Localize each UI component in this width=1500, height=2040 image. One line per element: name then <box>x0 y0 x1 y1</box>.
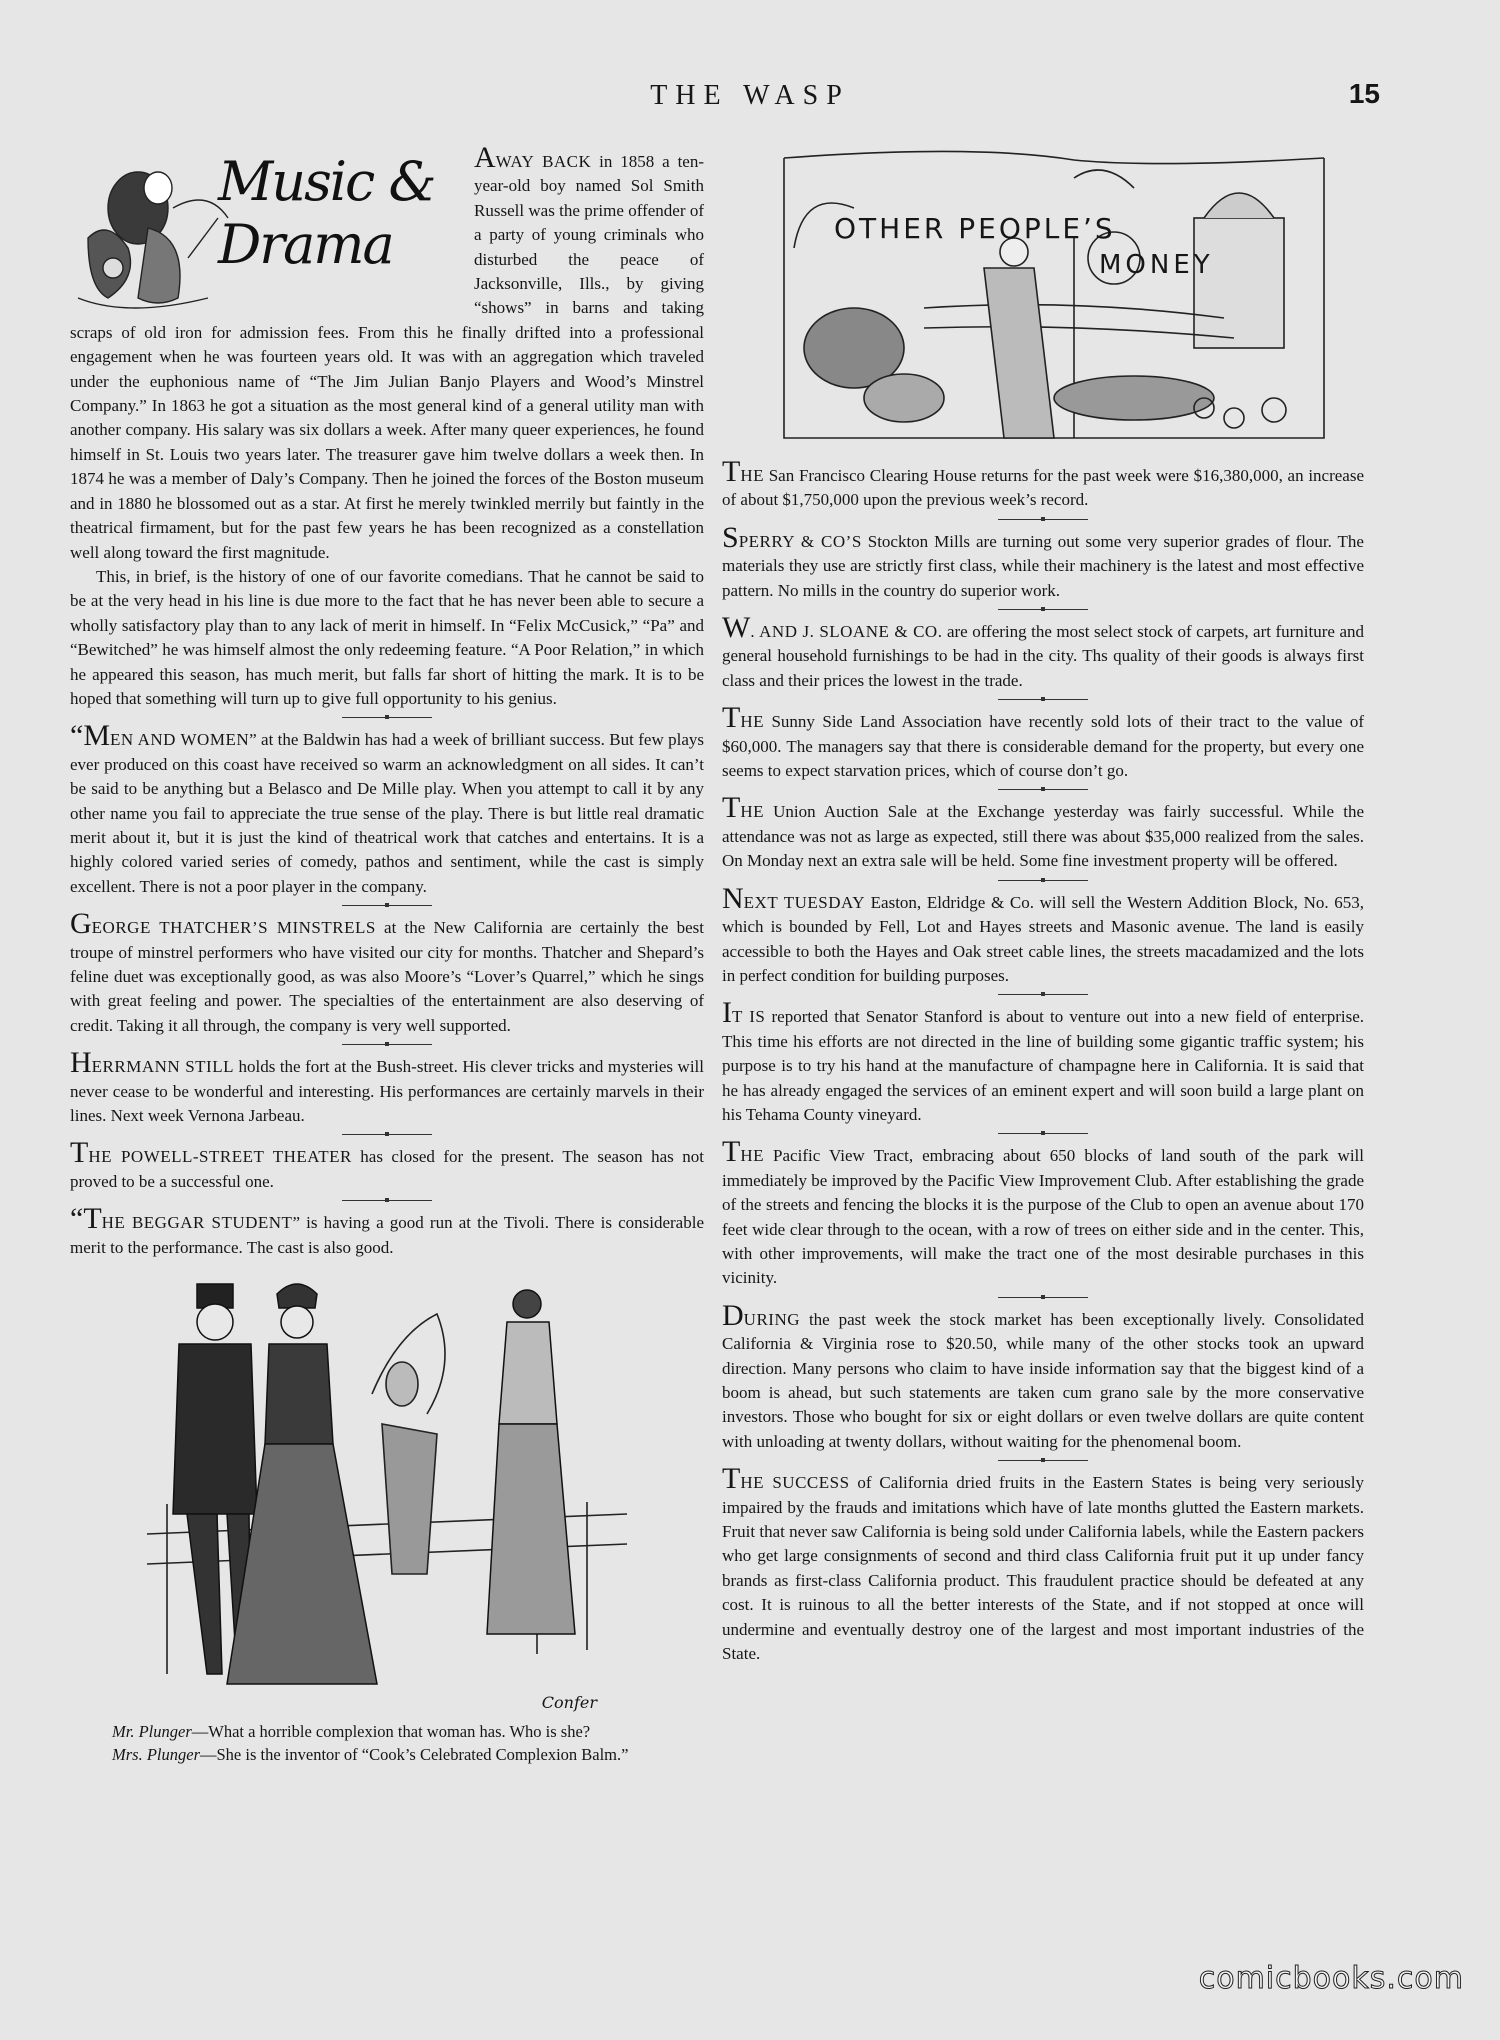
banner-illustration <box>774 148 1334 448</box>
music-drama-header-art <box>68 148 468 318</box>
article-item <box>722 520 1364 603</box>
paragraph-text: San Francisco Clearing House returns for the past week were $16,380,000, an increase of about $1,750,000 upon the previous week’s record. <box>722 466 1364 510</box>
paragraph-text: ” at the Baldwin has had a week of brilliant success. But few plays ever produced on this coast have received so warm an acknowledgment on all sides. It can’t be said to be anything but a Belasco and De Mille play. When you attempt to call it by any other name you fail to appreciate the true sense of the play. There is but little real dramatic merit about it, but it is just the kind of theatrical work that catches and entertains. It is a highly colored varied series of comedy, pathos and sentiment, while the cast is simply excellent. There is not a poor player in the company. <box>70 730 704 896</box>
paragraph-text: has closed for the present. The season has not proved to be a successful one. <box>70 1147 704 1191</box>
divider <box>342 717 432 718</box>
lead-in: EORGE THATCHER’S MINSTRELS <box>91 918 376 938</box>
lead-in: URING <box>743 1309 801 1329</box>
lead-in: HE <box>740 712 764 732</box>
page-number: 15 <box>1348 78 1380 109</box>
article-item <box>70 719 704 899</box>
divider <box>998 994 1088 995</box>
paragraph-text: Stockton Mills are turning out some very superior grades of flour. The materials they use are strictly first class, while their machinery is the latest and most effective pattern. No mills in the country do superior work. <box>722 531 1364 600</box>
banner-title: OTHER PEOPLE’S <box>834 212 1116 245</box>
dropcap: T <box>722 1135 741 1169</box>
divider <box>342 1200 432 1201</box>
right-column <box>722 148 1364 1666</box>
paragraph-text: the past week the stock market has been exceptionally lively. Consolidated California & Virginia rose to $20.50, while many of the other stocks took an upward direction. Many persons who claim to have inside information say that the biggest kind of a boom is ahead, but such statements are taken cum grano sale by the more conservative investors. Those who bought for six or eight dollars or even twelve dollars are quite content with unloading at twenty dollars, without waiting for the phenomenal boom. <box>722 1309 1364 1451</box>
watermark: comicbooks.com <box>1198 1961 1464 1996</box>
dropcap: H <box>70 1046 92 1080</box>
article-item <box>722 1298 1364 1454</box>
dropcap: S <box>722 520 739 554</box>
divider <box>998 519 1088 520</box>
paragraph-text: Pacific View Tract, embracing about 650 blocks of land south of the park will immediately be improved by the Pacific View Improvement Club. After establishing the grade of the streets and fencing the blocks it is the purpose of the Club to open an avenue about 170 feet wide clear through to the ocean, with a row of trees on either side and in the center. This, with other improvements, will make the tract one of the most desirable purchases in this vicinity. <box>722 1146 1364 1288</box>
article-item <box>722 791 1364 873</box>
speaker: Mr. Plunger <box>112 1722 192 1742</box>
divider <box>998 609 1088 610</box>
left-column <box>70 141 705 1766</box>
article-item <box>70 1202 705 1260</box>
article-item <box>722 881 1364 989</box>
divider <box>998 789 1088 790</box>
paragraph-text: at the New California are certainly the best troupe of minstrel performers who have visited our city for months. Thatcher and Shepard’s feline duet was exceptionally good, as was also Moore’s “Lover’s Quarrel,” which he sings with great feeling and power. The specialties of the entertainment are also deserving of credit. Taking it all through, the company is very well supported. <box>70 918 704 1035</box>
divider <box>998 1297 1088 1298</box>
lead-in: EXT TUESDAY <box>743 892 866 912</box>
dropcap: T <box>722 701 741 735</box>
article-item <box>722 996 1364 1127</box>
music-drama-title: Music & Drama <box>218 150 435 276</box>
plunger-illustration <box>137 1274 637 1714</box>
article-item <box>722 611 1364 693</box>
divider <box>998 880 1088 881</box>
dropcap: I <box>722 996 732 1030</box>
paragraph-text: Union Auction Sale at the Exchange yesterday was fairly successful. While the attendance was not as large as expected, still there was about $35,000 realized from the sales. On Monday next an extra sale will be held. Some fine investment property will be offered. <box>722 802 1364 871</box>
dropcap: T <box>722 1462 741 1496</box>
lead-in: HE <box>740 1146 764 1166</box>
lead-in: PERRY & CO’S <box>738 531 862 551</box>
speaker: Mrs. Plunger <box>112 1745 200 1765</box>
intro-paragraph-2: This, in brief, is the history of one of our favorite comedians. That he cannot be said to be at the very head in his line is due more to the fact that he has never been able to secure a wholly satisfactory play than to any lack of merit in himself. In “Felix McCusick,” “Pa” and “Bewitched” he was himself almost the only redeeming feature. “A Poor Relation,” in which he appeared this season, has much merit, but falls far short of hitting the mark. It is to be hoped that something will turn up to give full opportunity to his genius. <box>70 566 704 708</box>
article-item <box>70 1046 705 1128</box>
lead-in: EN AND WOMEN <box>110 730 250 750</box>
paragraph-text: Sunny Side Land Association have recently sold lots of their tract to the value of $60,000. The managers say that there is considerable demand for the property, but every one seems to expect starvation prices, which of course don’t go. <box>722 712 1364 781</box>
paragraph-text: reported that Senator Stanford is about to venture out into a new field of enterprise. This time his efforts are not directed in the line of building some gigantic traffic system; his purpose is to try his hand at the manufacture of champagne here in California. It is said that he has already engaged the services of an eminent expert and will soon build a large plant on his Tehama County vineyard. <box>722 1007 1364 1124</box>
paragraph-text: holds the fort at the Bush-street. His clever tricks and mysteries will never cease to be wonderful and interesting. His performances are certainly marvels in their lines. Next week Vernona Jarbeau. <box>70 1057 705 1126</box>
dropcap: D <box>722 1298 744 1332</box>
dropcap: W <box>722 611 751 645</box>
article-item <box>722 1135 1364 1290</box>
dropcap: G <box>70 907 92 941</box>
lead-in: WAY BACK <box>495 152 592 171</box>
lead-in: HE SUCCESS <box>740 1473 850 1493</box>
article-item <box>70 907 704 1038</box>
lead-in: HE POWELL-STREET THEATER <box>88 1147 352 1167</box>
article-item <box>722 455 1364 513</box>
article-item <box>722 1462 1365 1666</box>
lead-in: HE <box>740 466 764 485</box>
lead-in: T IS <box>732 1007 766 1027</box>
dropcap: “M <box>70 719 110 753</box>
masthead: THE WASP <box>650 80 850 111</box>
dropcap: “T <box>70 1202 102 1236</box>
lead-in: . AND J. SLOANE & CO. <box>750 622 943 642</box>
paragraph-text: of California dried fruits in the Eastern States is being very seriously impaired by the frauds and imitations which have of late months glutted the Eastern markets. Fruit that never saw California is being sold under California labels, while the Eastern packers who get large consignments of second and third class California fruit put it up under fancy brands as first-class California product. This fraudulent practice should be defeated at any cost. It is ruinous to all the better interests of the State, and if not stopped at once will undermine and eventually destroy one of the largest and most important industries of the State. <box>722 1473 1365 1664</box>
other-peoples-money-banner <box>774 148 1334 448</box>
article-item <box>70 1136 704 1194</box>
paragraph-text: in 1858 a ten-year-old boy named Sol Smith Russell was the prime offender of a party of young criminals who disturbed the peace of Jacksonville, Ills., by giving “shows” in barns and taking scraps of old iron for admission fees. From this he finally drifted into a professional engagement when he was fourteen years old. It was with an aggregation which traveled under the euphonious name of “The Jim Julian Banjo Players and Wood’s Minstrel Company.” In 1863 he got a situation as the most general kind of a general utility man with another company. His salary was six dollars a week. After many queer experiences, he found himself in St. Louis two years later. The treasurer gave him twelve dollars a week then. In 1874 he was a member of Daly’s Company. Then he joined the forces of the Boston museum and in 1880 he blossomed out as a star. At first he merely twinkled merrily but faintly in the theatrical firmament, but for the past few years he has been recognized as a constellation well along toward the first magnitude. <box>70 152 704 562</box>
dropcap: T <box>70 1136 89 1170</box>
caption-text: —What a horrible complexion that woman has. Who is she? <box>191 1722 591 1742</box>
divider <box>342 1044 432 1045</box>
divider <box>998 1133 1088 1134</box>
dropcap: A <box>474 141 496 174</box>
dropcap: T <box>722 455 741 488</box>
lead-in: HE BEGGAR STUDENT <box>101 1213 293 1233</box>
lead-in: HE <box>740 802 764 822</box>
artist-signature: Confer <box>541 1693 597 1713</box>
divider <box>342 905 432 906</box>
paragraph-text: ” is having a good run at the Tivoli. There is considerable merit to the performance. The cast is also good. <box>70 1213 705 1257</box>
lead-in: ERRMANN STILL <box>91 1057 234 1077</box>
divider <box>998 699 1088 700</box>
divider <box>998 1460 1088 1461</box>
caption-text: —She is the inventor of “Cook’s Celebrated Complexion Balm.” <box>200 1745 629 1765</box>
dropcap: N <box>722 881 744 915</box>
divider <box>342 1134 432 1135</box>
banner-title-2: MONEY <box>1099 250 1214 280</box>
caption-line <box>70 1720 704 1743</box>
couple-illustration <box>137 1274 637 1714</box>
paragraph-text: Easton, Eldridge & Co. will sell the Western Addition Block, No. 653, which is bounded by Fell, Lot and Hayes streets and Masonic avenue. The land is easily accessible to both the Hayes and Oak street cable lines, the streets macadamized and the lots in perfect condition for building purposes. <box>722 892 1364 985</box>
article-item <box>722 701 1364 783</box>
paragraph-text: are offering the most select stock of carpets, art furniture and general household furnishings to be had in the city. Ths quality of their goods is always first class and their prices the lowest in the trade. <box>722 622 1364 690</box>
caption-line <box>70 1743 704 1766</box>
dropcap: T <box>722 791 741 825</box>
